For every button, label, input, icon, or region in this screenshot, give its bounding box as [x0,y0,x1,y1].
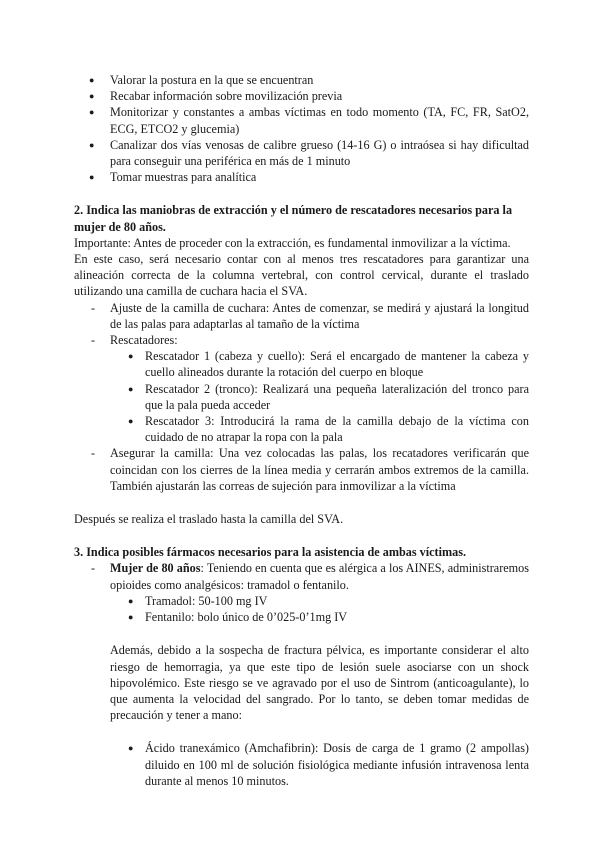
list-item: ● Valorar la postura en la que se encuentran [74,72,529,88]
rescuers-list [74,348,529,445]
patient-list [74,560,529,592]
list-item [74,300,529,332]
patient-text: : Teniendo en cuenta que es alérgica a los AINES, administraremos opioides como analgésicos: tramadol o fentanilo. [110,561,529,592]
section-3-heading: 3. Indica posibles fármacos necesarios para la asistencia de ambas víctimas. [74,545,467,560]
analgesics-list [74,593,529,625]
list-item: ● Rescatador 3: Introducirá la rama de la camilla debajo de la víctima con cuidado de no atrapar la ropa con la pala [74,413,529,445]
list-item: ● Ácido tranexámico (Amchafibrin): Dosis de carga de 1 gramo (2 ampollas) diluido en 100 ml de solución fisiológica mediante infusión intravenosa lenta durante al menos 10 minutos. [74,740,529,789]
hemorrhage-drugs-list [74,740,529,789]
rescuers-label: Rescatadores: [110,333,178,348]
document-content [74,72,529,789]
secure-stretcher-text: Asegurar la camilla: Una vez colocadas las palas, los recatadores verificarán que coincidan con los cierres de la línea media y cerrarán ambos extremos de la camilla. También ajustarán las correas de sujeción para inmovilizar a la víctima [110,446,529,493]
list-item: ● Recabar información sobre movilización previa [74,88,529,104]
patient-label: Mujer de 80 años [110,561,201,576]
section-2-heading: 2. Indica las maniobras de extracción y el número de rescatadores necesarios para la mujer de 80 años. [74,203,513,234]
list-item: ● Canalizar dos vías venosas de calibre grueso (14-16 G) o intraósea si hay dificultad para conseguir una periférica en más de 1 minuto [74,137,529,169]
hemorrhage-paragraph: Además, debido a la sospecha de fractura pélvica, es importante considerar el alto riesgo de hemorragia, ya que este tipo de lesión suele asociarse con un shock hipovolémico. Este riesgo se ve agravado por el uso de Sintrom (anticoagulante), lo que aumenta la velocidad del sangrado. Por lo tanto, se deben tomar medidas de precaución y tener a mano: [110,643,529,723]
list-item: ● Tomar muestras para analítica [74,169,529,185]
important-note: Importante: Antes de proceder con la extracción, es fundamental inmovilizar a la víctima. [74,235,511,250]
list-item [74,445,529,494]
extraction-steps-list [74,300,529,349]
list-item: ● Monitorizar y constantes a ambas víctimas en todo momento (TA, FC, FR, SatO2, ECG, ETCO2 y glucemia) [74,104,529,136]
list-item: ● Fentanilo: bolo único de 0’025-0’1mg IV [74,609,529,625]
adjust-stretcher-text: Ajuste de la camilla de cuchara: Antes de comenzar, se medirá y ajustará la longitud de las palas para adaptarlas al tamaño de la víctima [110,300,529,331]
transfer-note: Después se realiza el traslado hasta la camilla del SVA. [74,512,344,527]
assessment-bullet-list [74,72,529,185]
list-item [74,560,529,592]
secure-step-list [74,445,529,494]
list-item: ● Rescatador 1 (cabeza y cuello): Será el encargado de mantener la cabeza y cuello alineados durante la rotación del cuerpo en bloque [74,348,529,380]
list-item [74,332,529,348]
section-2-intro: En este caso, será necesario contar con al menos tres rescatadores para garantizar una alineación correcta de la columna vertebral, con control cervical, durante el traslado utilizando una camilla de cuchara hacia el SVA. [74,252,529,299]
list-item: ● Rescatador 2 (tronco): Realizará una pequeña lateralización del tronco para que la pala pueda acceder [74,381,529,413]
list-item: ● Tramadol: 50-100 mg IV [74,593,529,609]
